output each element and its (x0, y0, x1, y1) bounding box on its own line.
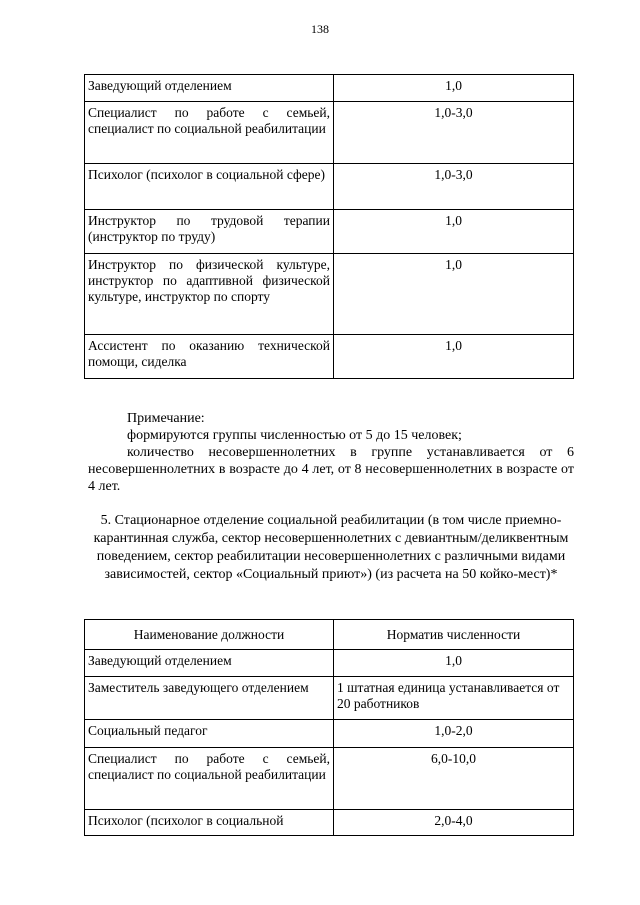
position-name: Заведующий отделением (85, 650, 334, 677)
page-number: 138 (311, 22, 329, 36)
position-name: Заместитель заведующего отделением (85, 677, 334, 720)
staff-norm: 1 штатная единица устанавливается от 20 работников (334, 677, 574, 720)
note-heading: Примечание: (127, 411, 205, 426)
position-name: Психолог (психолог в социальной сфере) (85, 164, 334, 210)
position-name: Ассистент по оказанию технической помощи, сиделка (85, 335, 334, 379)
staff-norm: 1,0 (334, 210, 574, 254)
table-row (85, 210, 574, 254)
staff-norm: 6,0-10,0 (334, 748, 574, 810)
table-row (85, 75, 574, 102)
staff-norm: 1,0 (334, 75, 574, 102)
staff-norm: 2,0-4,0 (334, 810, 574, 836)
column-header-position: Наименование должности (85, 620, 334, 650)
table-row (85, 677, 574, 720)
staff-norm: 1,0 (334, 254, 574, 335)
staff-norm: 1,0-3,0 (334, 164, 574, 210)
staff-norm: 1,0-2,0 (334, 720, 574, 748)
staffing-table-1 (84, 74, 574, 379)
note-line-1: формируются группы численностью от 5 до 15 человек; (127, 428, 462, 443)
table-row (85, 102, 574, 164)
position-name: Заведующий отделением (85, 75, 334, 102)
table-row (85, 164, 574, 210)
position-name: Инструктор по трудовой терапии (инструктор по труду) (85, 210, 334, 254)
position-name: Социальный педагог (85, 720, 334, 748)
table-row (85, 650, 574, 677)
staff-norm: 1,0 (334, 650, 574, 677)
note-line-2: количество несовершеннолетних в группе устанавливается от 6 несовершеннолетних в возрасте до 4 лет, от 8 несовершеннолетних в возрасте от 4 лет. (88, 445, 574, 494)
table-row (85, 254, 574, 335)
table-row (85, 810, 574, 836)
table-row (85, 335, 574, 379)
position-name: Инструктор по физической культуре, инструктор по адаптивной физической культуре, инструктор по спорту (85, 254, 334, 335)
note-block (88, 410, 574, 495)
section-title: 5. Стационарное отделение социальной реабилитации (в том числе приемно-карантинная служба, сектор несовершеннолетних с девиантным/деликвентным поведением, сектор реабилитации несовершеннолетних с различными видами зависимостей, сектор «Социальный приют») (из расчета на 50 койко-мест)* (93, 513, 569, 582)
position-name: Специалист по работе с семьей, специалист по социальной реабилитации (85, 748, 334, 810)
staff-norm: 1,0 (334, 335, 574, 379)
table-header-row (85, 620, 574, 650)
table-row (85, 720, 574, 748)
position-name: Психолог (психолог в социальной (85, 810, 334, 836)
staffing-table-2 (84, 619, 574, 836)
column-header-norm: Норматив численности (334, 620, 574, 650)
position-name: Специалист по работе с семьей, специалист по социальной реабилитации (85, 102, 334, 164)
table-row (85, 748, 574, 810)
staff-norm: 1,0-3,0 (334, 102, 574, 164)
